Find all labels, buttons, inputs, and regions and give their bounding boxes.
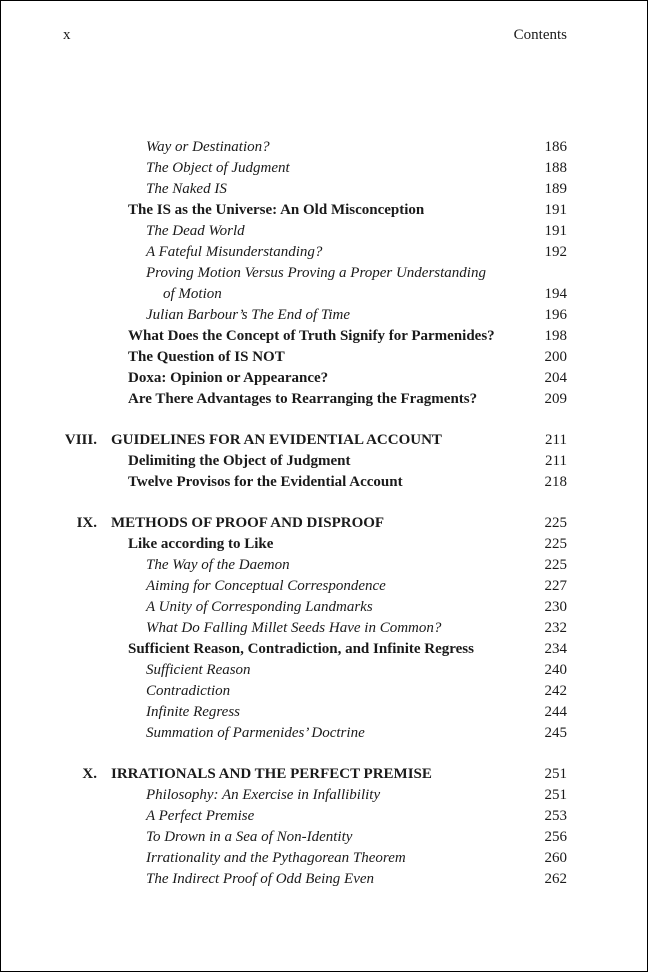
page-number: x [63, 27, 71, 43]
toc-section-entry [0, 326, 648, 347]
chapter-9 [0, 513, 648, 744]
toc-subsection-entry [0, 158, 648, 179]
entry-page-number: 209 [544, 391, 567, 407]
entry-title: Infinite Regress [146, 704, 241, 720]
entry-title: Irrationality and the Pythagorean Theorem [146, 850, 406, 866]
entry-page-number: 191 [544, 202, 567, 218]
entry-page-number: 240 [544, 662, 567, 678]
entry-title: Are There Advantages to Rearranging the Fragments? [128, 391, 478, 407]
entry-page-number: 232 [544, 620, 567, 636]
toc-subsection-entry [0, 242, 648, 263]
entry-title: Delimiting the Object of Judgment [128, 453, 351, 469]
toc-entry-continuation [0, 284, 648, 305]
toc-section-entry [0, 347, 648, 368]
toc-subsection-entry [0, 179, 648, 200]
entry-page-number: 227 [544, 578, 567, 594]
table-of-contents [0, 137, 648, 890]
entry-title: To Drown in a Sea of Non-Identity [146, 829, 353, 845]
entry-title: Doxa: Opinion or Appearance? [128, 370, 329, 386]
toc-subsection-entry [0, 618, 648, 639]
entry-page-number: 262 [544, 871, 567, 887]
entry-title: The Naked IS [146, 181, 227, 197]
entry-title: The Question of IS NOT [128, 349, 285, 365]
entry-page-number: 200 [544, 349, 567, 365]
chapter-page-number: 225 [544, 515, 567, 531]
entry-title: Sufficient Reason [146, 662, 251, 678]
chapter-page-number: 251 [544, 766, 567, 782]
entry-title: Summation of Parmenides’ Doctrine [146, 725, 365, 741]
entry-title: A Perfect Premise [146, 808, 255, 824]
entry-title: Twelve Provisos for the Evidential Account [128, 474, 403, 490]
toc-subsection-entry [0, 869, 648, 890]
chapter-8 [0, 430, 648, 493]
entry-page-number: 260 [544, 850, 567, 866]
entry-title: of Motion [163, 286, 222, 302]
running-title: Contents [513, 27, 567, 43]
entry-title: Way or Destination? [146, 139, 270, 155]
entry-page-number: 244 [544, 704, 567, 720]
chapter-page-number: 211 [545, 432, 567, 448]
chapter-10 [0, 764, 648, 890]
entry-page-number: 188 [544, 160, 567, 176]
toc-subsection-entry [0, 660, 648, 681]
toc-section-entry [0, 389, 648, 410]
entry-page-number: 225 [544, 536, 567, 552]
entry-title: What Does the Concept of Truth Signify for Parmenides? [128, 328, 495, 344]
entry-page-number: 186 [544, 139, 567, 155]
entry-title: The Way of the Daemon [146, 557, 290, 573]
toc-subsection-entry [0, 723, 648, 744]
entry-title: Aiming for Conceptual Correspondence [146, 578, 386, 594]
spacer [0, 744, 648, 764]
spacer [0, 493, 648, 513]
toc-subsection-entry [0, 137, 648, 158]
chapter-number: X. [82, 766, 97, 782]
entry-page-number: 191 [544, 223, 567, 239]
chapter-heading [0, 764, 648, 785]
toc-subsection-entry [0, 702, 648, 723]
entry-page-number: 256 [544, 829, 567, 845]
entry-title: Contradiction [146, 683, 231, 699]
chapter-heading [0, 513, 648, 534]
entry-page-number: 230 [544, 599, 567, 615]
toc-subsection-entry [0, 827, 648, 848]
entry-title: The Indirect Proof of Odd Being Even [146, 871, 375, 887]
toc-section-entry [0, 472, 648, 493]
entry-title: A Unity of Corresponding Landmarks [146, 599, 373, 615]
entry-page-number: 204 [544, 370, 567, 386]
chapter-number: IX. [76, 515, 97, 531]
entry-page-number: 251 [544, 787, 567, 803]
entry-page-number: 211 [545, 453, 567, 469]
entry-page-number: 192 [544, 244, 567, 260]
toc-section-entry [0, 639, 648, 660]
entry-page-number: 253 [544, 808, 567, 824]
toc-subsection-entry [0, 597, 648, 618]
entry-page-number: 196 [544, 307, 567, 323]
entry-page-number: 194 [544, 286, 567, 302]
entry-title: Philosophy: An Exercise in Infallibility [146, 787, 381, 803]
toc-subsection-entry [0, 221, 648, 242]
entry-title: Sufficient Reason, Contradiction, and Infinite Regress [128, 641, 474, 657]
toc-continued-section [0, 137, 648, 410]
toc-subsection-entry [0, 681, 648, 702]
entry-title: Julian Barbour’s The End of Time [146, 307, 351, 323]
toc-subsection-entry [0, 785, 648, 806]
entry-title: The Dead World [146, 223, 245, 239]
entry-page-number: 234 [544, 641, 567, 657]
entry-title: A Fateful Misunderstanding? [146, 244, 323, 260]
toc-subsection-entry [0, 806, 648, 827]
entry-page-number: 218 [544, 474, 567, 490]
toc-subsection-entry [0, 576, 648, 597]
toc-subsection-entry [0, 263, 648, 284]
entry-page-number: 189 [544, 181, 567, 197]
entry-title: Like according to Like [128, 536, 274, 552]
chapter-title: METHODS OF PROOF AND DISPROOF [111, 515, 385, 531]
toc-section-entry [0, 451, 648, 472]
entry-page-number: 242 [544, 683, 567, 699]
toc-subsection-entry [0, 848, 648, 869]
spacer [0, 410, 648, 430]
toc-section-entry [0, 200, 648, 221]
entry-title: The IS as the Universe: An Old Misconception [128, 202, 425, 218]
toc-section-entry [0, 368, 648, 389]
entry-page-number: 245 [544, 725, 567, 741]
entry-page-number: 225 [544, 557, 567, 573]
chapter-heading [0, 430, 648, 451]
toc-subsection-entry [0, 305, 648, 326]
entry-page-number: 198 [544, 328, 567, 344]
chapter-number: VIII. [64, 432, 97, 448]
chapter-title: GUIDELINES FOR AN EVIDENTIAL ACCOUNT [111, 432, 442, 448]
entry-title: Proving Motion Versus Proving a Proper Understanding [146, 265, 486, 281]
toc-section-entry [0, 534, 648, 555]
entry-title: The Object of Judgment [146, 160, 290, 176]
chapter-title: IRRATIONALS AND THE PERFECT PREMISE [111, 766, 432, 782]
entry-title: What Do Falling Millet Seeds Have in Common? [146, 620, 442, 636]
toc-subsection-entry [0, 555, 648, 576]
